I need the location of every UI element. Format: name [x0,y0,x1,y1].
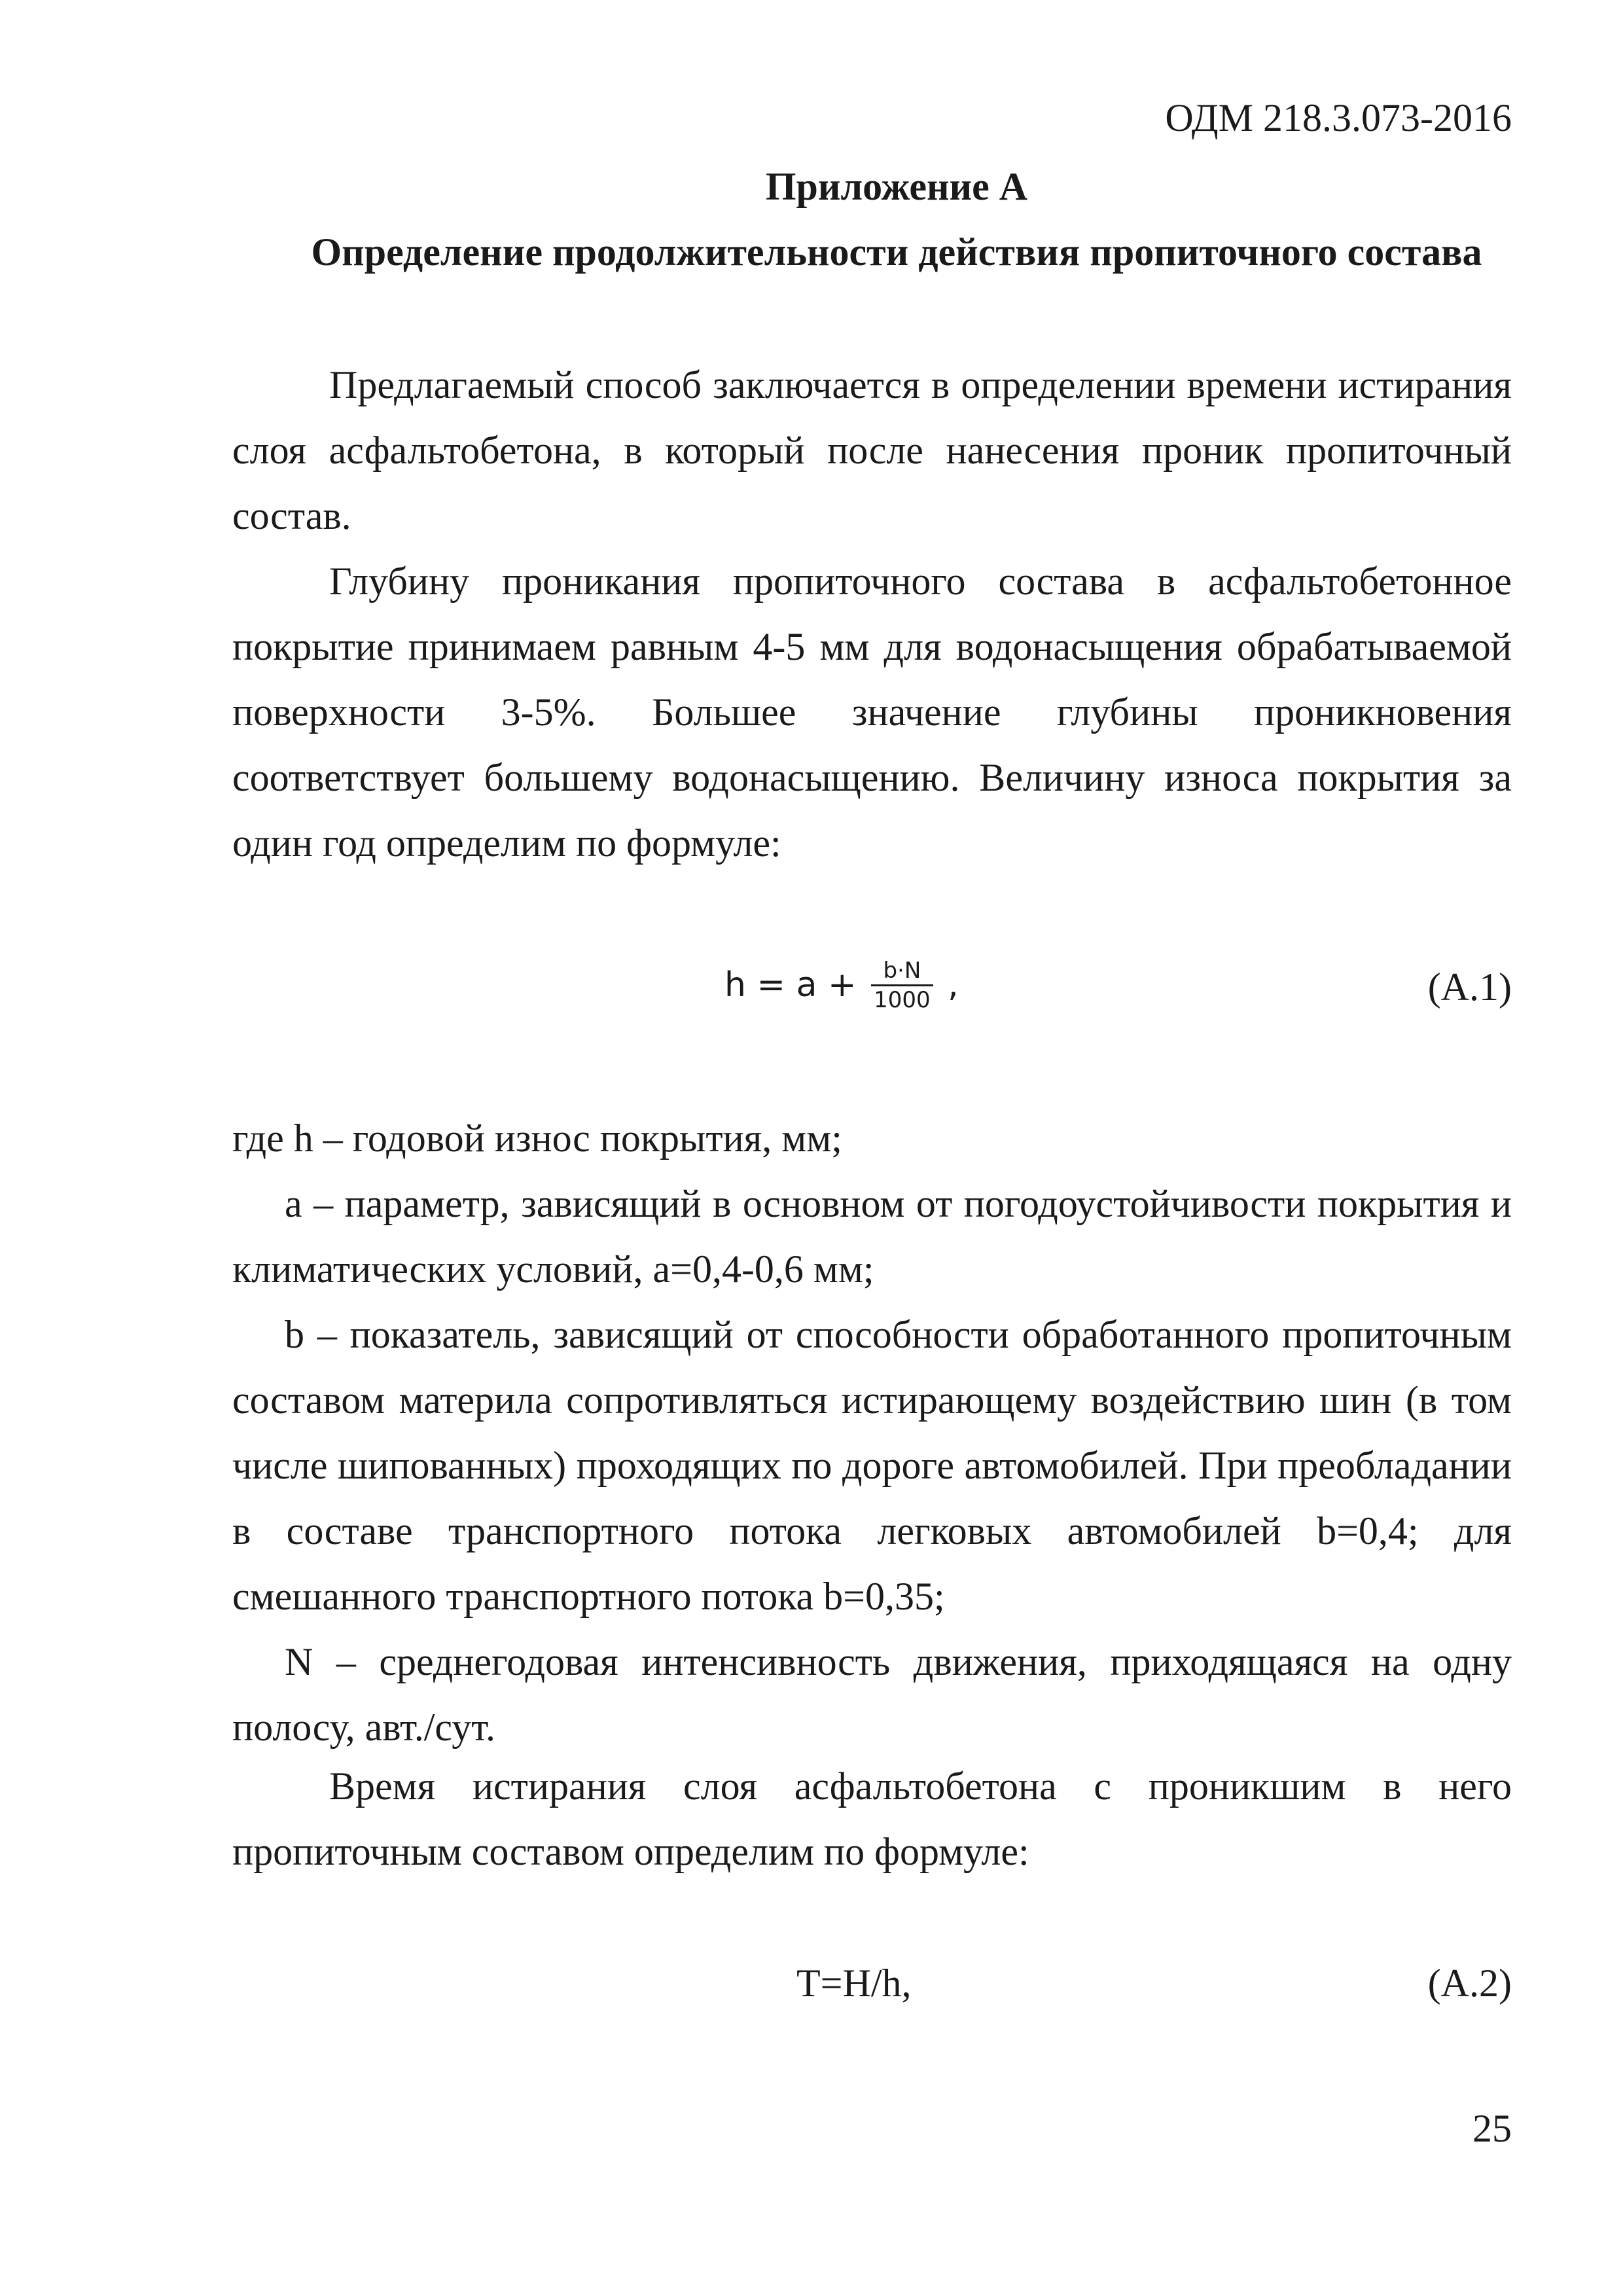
formula-a1-number: (А.1) [1427,965,1512,1009]
abrasion-text-block [232,1753,1512,1884]
formula-a2 [232,1964,1512,2016]
definition-h: где h – годовой износ покрытия, мм; [232,1117,842,1160]
intro-text-block [232,352,1512,876]
definition-n: N – среднегодовая интенсивность движения, приходящаяся на одну полосу, авт./сут. [232,1640,1512,1749]
formula-a1-expression [724,949,959,1021]
formula-a1-numerator: b·N [883,957,921,984]
paragraph-depth: Глубину проникания пропиточного состава в асфальтобетонное покрытие принимаем равным 4-5 мм для водонасыщения обрабатываемой поверхности 3-5%. Большее значение глубины проникновения соответствует большему водонасыщению. Величину износа покрытия за один год определим по формуле: [232,560,1512,865]
formula-a1-denominator: 1000 [874,986,931,1013]
formula-a2-expression: T=H/h, [796,1962,912,2005]
definitions-block [232,1105,1512,1760]
formula-a2-number: (А.2) [1427,1962,1512,2005]
paragraph-method: Предлагаемый способ заключается в определении времени истирания слоя асфальтобетона, в который после нанесения проник пропиточный состав. [232,363,1512,537]
formula-a1-trail: , [936,965,959,1005]
formula-a1 [232,949,1512,1028]
formula-a1-lhs: h = a + [724,965,868,1005]
page-number: 25 [1472,2107,1512,2150]
definition-b: b – показатель, зависящий от способности обработанного пропиточным составом материла сопротивляться истирающему воздействию шин (в том числе шипованных) проходящих по дороге автомобилей. При преобладании в составе транспортного потока легковых автомобилей b=0,4; для смешанного транспортного потока b=0,35; [232,1313,1512,1618]
appendix-heading: Приложение А [765,165,1028,208]
paragraph-abrasion-time: Время истирания слоя асфальтобетона с проникшим в него пропиточным составом определим по формуле: [232,1765,1512,1873]
formula-a1-fraction [871,957,933,1013]
section-title: Определение продолжительности действия пропиточного состава [311,230,1482,274]
definition-a: a – параметр, зависящий в основном от погодоустойчивости покрытия и климатических условий, a=0,4-0,6 мм; [232,1182,1512,1291]
document-code: ОДМ 218.3.073-2016 [1165,96,1512,139]
